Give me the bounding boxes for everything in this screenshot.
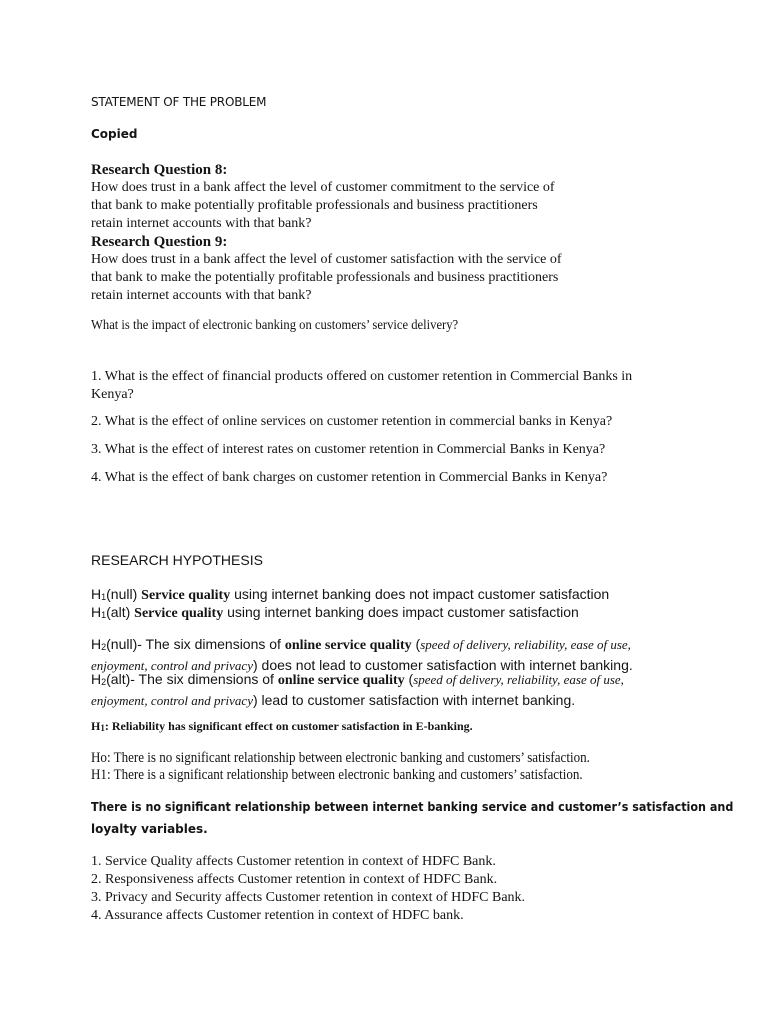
h-subscript: 2 <box>101 677 107 687</box>
h2-alt-rest: ) lead to customer satisfaction with internet banking. <box>252 692 576 708</box>
h1-null-rest: using internet banking does not impact customer satisfaction <box>230 586 610 602</box>
h-letter: H <box>91 604 102 620</box>
rq9-line: retain internet accounts with that bank? <box>91 288 312 303</box>
h1-alt-rest: using internet banking does impact customer satisfaction <box>223 604 579 620</box>
bold-statement <box>91 796 734 840</box>
h-tag: (null)- The six dimensions of <box>106 636 285 652</box>
rq9-line: How does trust in a bank affect the level of customer satisfaction with the service of <box>91 252 562 267</box>
h2-alt-bold: online service quality <box>277 673 405 688</box>
rq9-title: Research Question 9: <box>91 234 228 250</box>
h-subscript: 2 <box>101 642 107 652</box>
h1-alt <box>91 603 691 624</box>
h1-reliability-text: : Reliability has significant effect on customer satisfaction in E-banking. <box>104 719 473 733</box>
rq8-line: retain internet accounts with that bank? <box>91 216 312 231</box>
h1-null-bold: Service quality <box>141 588 231 603</box>
h1-line: H1: There is a significant relationship between electronic banking and customers’ satisfaction. <box>91 767 583 783</box>
h2-null-italic: enjoyment, control and privacy <box>91 658 253 673</box>
research-question-9 <box>91 233 691 305</box>
question-3: 3. What is the effect of interest rates on customer retention in Commercial Banks in Kenya? <box>91 442 606 457</box>
question-2: 2. What is the effect of online services on customer retention in commercial banks in Kenya? <box>91 414 613 429</box>
open-paren: ( <box>404 671 414 687</box>
rq9-line: that bank to make the potentially profitable professionals and business practitioners <box>91 270 559 285</box>
hdfc-item: 2. Responsiveness affects Customer retention in context of HDFC Bank. <box>91 872 498 887</box>
research-question-8 <box>91 161 691 233</box>
copied-label: Copied <box>91 127 138 141</box>
question-4: 4. What is the effect of bank charges on customer retention in Commercial Banks in Kenya? <box>91 470 608 485</box>
hdfc-item: 1. Service Quality affects Customer retention in context of HDFC Bank. <box>91 854 496 869</box>
question-1-line: 1. What is the effect of financial products offered on customer retention in Commercial Banks in <box>91 369 633 384</box>
h-subscript: 1 <box>101 592 107 602</box>
h2-alt <box>91 670 691 710</box>
h-letter: H <box>91 719 101 733</box>
h2-null-rest: ) does not lead to customer satisfaction with internet banking. <box>252 657 633 673</box>
hdfc-list <box>91 853 691 925</box>
bold-statement-line: There is no significant relationship between internet banking service and customer’s satisfaction and <box>91 800 734 814</box>
h-tag: (alt)- The six dimensions of <box>106 671 278 687</box>
h2-alt-italic: enjoyment, control and privacy <box>91 693 253 708</box>
hypothesis-heading: RESEARCH HYPOTHESIS <box>91 552 263 568</box>
bold-statement-line: loyalty variables. <box>91 822 208 836</box>
question-1-line: Kenya? <box>91 387 134 402</box>
h2-null <box>91 635 691 675</box>
rq8-title: Research Question 8: <box>91 162 228 178</box>
question-1 <box>91 368 691 404</box>
h1-reliability <box>91 719 691 734</box>
open-paren: ( <box>411 636 421 652</box>
h2-null-bold: online service quality <box>284 638 412 653</box>
h-subscript: 1 <box>100 723 105 733</box>
h-tag: (null) <box>106 586 138 602</box>
rq8-line: that bank to make potentially profitable professionals and business practitioners <box>91 198 538 213</box>
h-letter: H <box>91 671 102 687</box>
impact-question: What is the impact of electronic banking on customers’ service delivery? <box>91 318 459 333</box>
h-letter: H <box>91 586 102 602</box>
section-heading: STATEMENT OF THE PROBLEM <box>91 95 267 109</box>
ho-line: Ho: There is no significant relationship between electronic banking and customers’ satisfaction. <box>91 750 590 766</box>
h2-alt-italic: speed of delivery, reliability, ease of use, <box>413 672 624 687</box>
hdfc-item: 4. Assurance affects Customer retention in context of HDFC bank. <box>91 908 464 923</box>
h1-alt-bold: Service quality <box>134 606 224 621</box>
h-letter: H <box>91 636 102 652</box>
h2-null-italic: speed of delivery, reliability, ease of use, <box>420 637 631 652</box>
hdfc-item: 3. Privacy and Security affects Customer retention in context of HDFC Bank. <box>91 890 526 905</box>
h-tag: (alt) <box>106 604 131 620</box>
rq8-line: How does trust in a bank affect the level of customer commitment to the service of <box>91 180 555 195</box>
h-subscript: 1 <box>101 610 107 620</box>
